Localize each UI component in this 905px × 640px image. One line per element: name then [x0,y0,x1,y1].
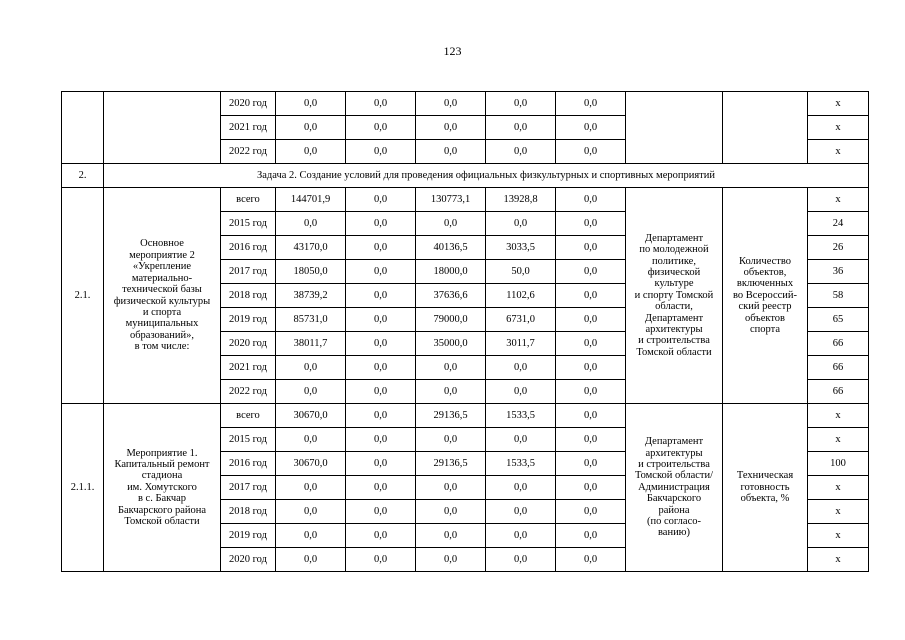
text-line: Администрация [638,481,710,493]
value-cell: 0,0 [556,260,626,284]
value-cell: 30670,0 [276,452,346,476]
value-cell: 0,0 [416,92,486,116]
value-cell: 0,0 [556,476,626,500]
indicator-value-cell: 66 [808,356,869,380]
text-line: Томской области [636,346,712,358]
text-line: готовность [740,481,790,493]
executor [626,404,723,572]
value-cell: 0,0 [556,236,626,260]
value-cell: 130773,1 [416,188,486,212]
value-cell: 0,0 [346,260,416,284]
item-name [104,404,221,572]
value-cell: 0,0 [346,332,416,356]
value-cell: 38739,2 [276,284,346,308]
value-cell: 29136,5 [416,452,486,476]
text-line: Бакчарского района [117,504,207,516]
value-cell: 0,0 [556,548,626,572]
indicator-value-cell: x [808,188,869,212]
value-cell: 0,0 [556,212,626,236]
year-cell: 2015 год [221,212,276,236]
value-cell: 0,0 [556,92,626,116]
value-cell: 0,0 [556,116,626,140]
value-cell: 0,0 [556,428,626,452]
text-line: технической базы [122,284,202,296]
text-line: политике, [652,255,696,267]
text-line: ванию) [657,527,691,539]
budget-table [61,91,869,572]
indicator-value-cell: 65 [808,308,869,332]
indicator-value-cell: 58 [808,284,869,308]
indicator-value-cell: 100 [808,452,869,476]
item-number: 2.1. [62,188,104,404]
text-line: в с. Бакчар [137,493,187,505]
value-cell: 0,0 [346,380,416,404]
value-cell: 1102,6 [486,284,556,308]
item-number: 2.1.1. [62,404,104,572]
value-cell: 18000,0 [416,260,486,284]
text-line: в том числе: [134,341,190,353]
text-line: физической [647,266,701,278]
indicator-name [723,404,808,572]
value-cell: 0,0 [346,404,416,428]
value-cell: 0,0 [486,116,556,140]
text-line: объектов [744,312,786,324]
value-cell: 0,0 [346,452,416,476]
text-line: во Всероссий- [732,289,798,301]
name-cell [104,92,221,164]
value-cell: 13928,8 [486,188,556,212]
indicator-value-cell: x [808,140,869,164]
task-title: Задача 2. Создание условий для проведения официальных физкультурных и спортивных мероприятий [104,164,869,188]
value-cell: 0,0 [416,356,486,380]
value-cell: 0,0 [416,476,486,500]
value-cell: 29136,5 [416,404,486,428]
value-cell: 38011,7 [276,332,346,356]
executor-cell [626,92,723,164]
year-cell: всего [221,188,276,212]
value-cell: 0,0 [346,116,416,140]
year-cell: 2022 год [221,380,276,404]
value-cell: 0,0 [416,548,486,572]
text-line: по молодежной [639,244,709,256]
page-number: 123 [443,44,462,58]
year-cell: 2020 год [221,332,276,356]
value-cell: 0,0 [346,500,416,524]
value-cell: 0,0 [346,236,416,260]
text-line: района [658,504,690,516]
text-line: Департамент [644,232,704,244]
value-cell: 0,0 [486,92,556,116]
indicator-value-cell: 26 [808,236,869,260]
indicator-value-cell: x [808,404,869,428]
value-cell: 0,0 [486,356,556,380]
value-cell: 35000,0 [416,332,486,356]
value-cell: 0,0 [556,500,626,524]
indicator-value-cell: 66 [808,332,869,356]
year-cell: 2016 год [221,452,276,476]
value-cell: 0,0 [346,548,416,572]
value-cell: 0,0 [346,92,416,116]
value-cell: 0,0 [346,524,416,548]
value-cell: 0,0 [276,356,346,380]
value-cell: 0,0 [556,332,626,356]
indicator-value-cell: x [808,428,869,452]
value-cell: 0,0 [346,428,416,452]
value-cell: 3011,7 [486,332,556,356]
year-cell: 2015 год [221,428,276,452]
value-cell: 0,0 [556,380,626,404]
item-name [104,188,221,404]
indicator-name [723,188,808,404]
value-cell: 0,0 [556,140,626,164]
text-line: физической культуры [113,295,211,307]
text-line: Бакчарского [646,493,702,505]
text-line: Капитальный ремонт [114,458,210,470]
value-cell: 0,0 [276,212,346,236]
year-cell: всего [221,404,276,428]
value-cell: 0,0 [556,284,626,308]
value-cell: 6731,0 [486,308,556,332]
text-line: включенных [736,278,794,290]
value-cell: 0,0 [276,140,346,164]
value-cell: 0,0 [416,116,486,140]
value-cell: 0,0 [486,476,556,500]
value-cell: 0,0 [556,452,626,476]
value-cell: 37636,6 [416,284,486,308]
value-cell: 0,0 [276,92,346,116]
value-cell: 0,0 [486,380,556,404]
value-cell: 0,0 [276,428,346,452]
text-line: мероприятие 2 [129,249,195,261]
text-line: Основное [140,238,184,250]
text-line: Томской области/ [634,470,714,482]
text-line: Техническая [736,470,794,482]
value-cell: 85731,0 [276,308,346,332]
value-cell: 43170,0 [276,236,346,260]
text-line: и строительства [638,458,710,470]
year-cell: 2019 год [221,524,276,548]
value-cell: 0,0 [416,524,486,548]
text-line: Департамент [644,436,704,448]
text-line: объекта, % [740,493,790,505]
value-cell: 0,0 [276,476,346,500]
indicator-value-cell: x [808,524,869,548]
text-line: культуре [654,278,694,290]
text-line: архитектуры [645,447,703,459]
value-cell: 0,0 [416,212,486,236]
year-cell: 2017 год [221,260,276,284]
indicator-value-cell: 24 [808,212,869,236]
indicator-value-cell: 66 [808,380,869,404]
task-row [62,164,869,188]
indicator-value-cell: x [808,500,869,524]
text-line: «Укрепление [132,261,192,273]
num-cell [62,92,104,164]
text-line: (по согласо- [647,516,701,528]
table-row [62,188,869,212]
value-cell: 0,0 [486,500,556,524]
indicator-value-cell: x [808,548,869,572]
text-line: области, [655,301,693,313]
task-num: 2. [62,164,104,188]
value-cell: 0,0 [486,548,556,572]
value-cell: 0,0 [416,428,486,452]
text-line: образований», [129,329,195,341]
year-cell: 2016 год [221,236,276,260]
indicator-value-cell: x [808,476,869,500]
text-line: Мероприятие 1. [126,447,198,459]
year-cell: 2019 год [221,308,276,332]
text-line: архитектуры [645,324,703,336]
value-cell: 0,0 [486,428,556,452]
text-line: им. Хомутского [127,481,197,493]
value-cell: 0,0 [346,308,416,332]
text-line: и спорту Томской [634,289,714,301]
value-cell: 0,0 [276,524,346,548]
year-cell: 2017 год [221,476,276,500]
value-cell: 0,0 [416,140,486,164]
value-cell: 0,0 [346,476,416,500]
text-line: Департамент [644,312,704,324]
value-cell: 0,0 [276,380,346,404]
text-line: муниципальных [125,318,199,330]
value-cell: 0,0 [556,524,626,548]
value-cell: 0,0 [346,212,416,236]
year-cell: 2018 год [221,284,276,308]
value-cell: 40136,5 [416,236,486,260]
indicator-cell [723,92,808,164]
text-line: стадиона [141,470,183,482]
value-cell: 0,0 [346,356,416,380]
value-cell: 0,0 [416,380,486,404]
value-cell: 144701,9 [276,188,346,212]
text-line: ский реестр [738,301,792,313]
value-cell: 1533,5 [486,452,556,476]
year-cell: 2021 год [221,356,276,380]
value-cell: 0,0 [346,284,416,308]
text-line: Томской области [124,516,200,528]
table-row [62,92,869,116]
value-cell: 0,0 [276,548,346,572]
year-cell: 2020 год [221,548,276,572]
text-line: объектов, [743,266,787,278]
year-cell: 2022 год [221,140,276,164]
text-line: Количество [738,255,792,267]
value-cell: 0,0 [556,308,626,332]
table-row [62,404,869,428]
value-cell: 3033,5 [486,236,556,260]
value-cell: 50,0 [486,260,556,284]
text-line: спорта [749,324,781,336]
indicator-value-cell: x [808,92,869,116]
value-cell: 1533,5 [486,404,556,428]
value-cell: 0,0 [486,140,556,164]
indicator-value-cell: 36 [808,260,869,284]
value-cell: 0,0 [556,356,626,380]
year-cell: 2018 год [221,500,276,524]
value-cell: 0,0 [486,524,556,548]
text-line: материально- [131,272,193,284]
value-cell: 0,0 [276,500,346,524]
value-cell: 0,0 [416,500,486,524]
value-cell: 0,0 [346,140,416,164]
value-cell: 0,0 [556,404,626,428]
value-cell: 0,0 [556,188,626,212]
text-line: и строительства [638,335,710,347]
value-cell: 0,0 [276,116,346,140]
value-cell: 18050,0 [276,260,346,284]
value-cell: 30670,0 [276,404,346,428]
executor [626,188,723,404]
year-cell: 2021 год [221,116,276,140]
year-cell: 2020 год [221,92,276,116]
value-cell: 0,0 [486,212,556,236]
value-cell: 0,0 [346,188,416,212]
value-cell: 79000,0 [416,308,486,332]
indicator-value-cell: x [808,116,869,140]
text-line: и спорта [142,306,182,318]
